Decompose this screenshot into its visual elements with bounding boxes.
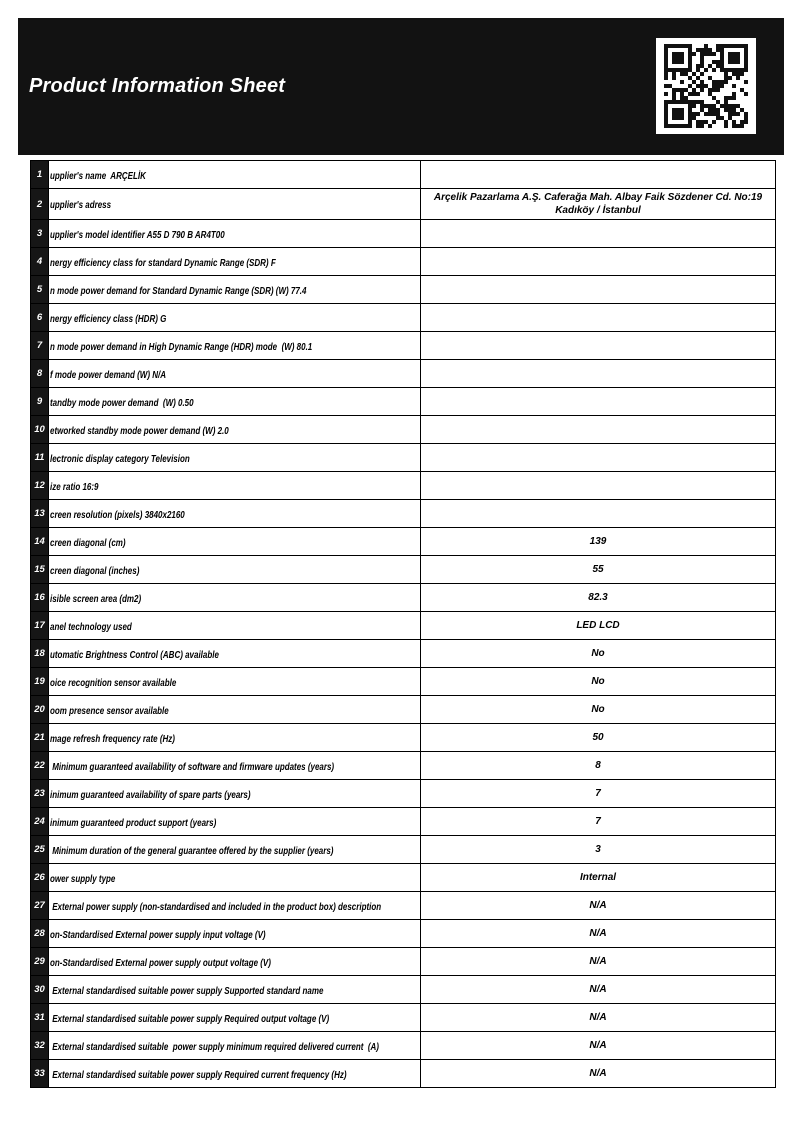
table-row bbox=[31, 304, 776, 332]
row-value: 55 bbox=[421, 556, 776, 584]
row-label-cell bbox=[49, 1032, 421, 1060]
row-label-cell bbox=[49, 472, 421, 500]
row-value: 139 bbox=[421, 528, 776, 556]
row-label: creen diagonal (cm) bbox=[50, 537, 126, 549]
row-label-cell bbox=[49, 1060, 421, 1088]
table-row bbox=[31, 780, 776, 808]
table-row bbox=[31, 808, 776, 836]
row-number: 23 bbox=[31, 780, 49, 808]
row-label: n mode power demand for Standard Dynamic Range (SDR) (W) 77.4 bbox=[50, 285, 307, 297]
table-row bbox=[31, 1004, 776, 1032]
table-row bbox=[31, 444, 776, 472]
row-label: ize ratio 16:9 bbox=[50, 481, 99, 493]
row-number: 12 bbox=[31, 472, 49, 500]
header bbox=[18, 18, 784, 155]
row-label-cell bbox=[49, 528, 421, 556]
row-value: N/A bbox=[421, 976, 776, 1004]
row-value bbox=[421, 472, 776, 500]
row-number: 18 bbox=[31, 640, 49, 668]
row-value: N/A bbox=[421, 1004, 776, 1032]
row-number: 4 bbox=[31, 248, 49, 276]
row-label-cell bbox=[49, 161, 421, 189]
row-label: External power supply (non-standardised and included in the product box) description bbox=[50, 901, 382, 913]
row-value: 3 bbox=[421, 836, 776, 864]
row-label: ower supply type bbox=[50, 873, 116, 885]
row-label-cell bbox=[49, 304, 421, 332]
row-label-cell bbox=[49, 1004, 421, 1032]
table-row bbox=[31, 892, 776, 920]
row-label: etworked standby mode power demand (W) 2.0 bbox=[50, 425, 229, 437]
table-row bbox=[31, 696, 776, 724]
row-value: 7 bbox=[421, 780, 776, 808]
table-row bbox=[31, 220, 776, 248]
row-label-cell bbox=[49, 556, 421, 584]
row-number: 32 bbox=[31, 1032, 49, 1060]
row-value bbox=[421, 304, 776, 332]
row-label-cell bbox=[49, 640, 421, 668]
row-label-cell bbox=[49, 864, 421, 892]
table-row bbox=[31, 724, 776, 752]
row-label-cell bbox=[49, 500, 421, 528]
row-label: creen resolution (pixels) 3840x2160 bbox=[50, 509, 185, 521]
row-label: on-Standardised External power supply output voltage (V) bbox=[50, 957, 271, 969]
qr-code bbox=[656, 38, 756, 134]
row-label-cell bbox=[49, 808, 421, 836]
row-label-cell bbox=[49, 920, 421, 948]
row-label-cell bbox=[49, 388, 421, 416]
table-row bbox=[31, 416, 776, 444]
row-number: 3 bbox=[31, 220, 49, 248]
row-number: 30 bbox=[31, 976, 49, 1004]
row-number: 19 bbox=[31, 668, 49, 696]
row-label-cell bbox=[49, 752, 421, 780]
row-number: 24 bbox=[31, 808, 49, 836]
row-label-cell bbox=[49, 360, 421, 388]
row-label: creen diagonal (inches) bbox=[50, 565, 140, 577]
table-body bbox=[31, 161, 776, 1088]
row-number: 11 bbox=[31, 444, 49, 472]
row-number: 28 bbox=[31, 920, 49, 948]
row-value: N/A bbox=[421, 948, 776, 976]
row-value bbox=[421, 500, 776, 528]
table-row bbox=[31, 388, 776, 416]
row-number: 6 bbox=[31, 304, 49, 332]
row-label: oom presence sensor available bbox=[50, 705, 169, 717]
row-label-cell bbox=[49, 584, 421, 612]
row-value bbox=[421, 248, 776, 276]
product-table bbox=[30, 160, 776, 1088]
table-row bbox=[31, 248, 776, 276]
table-row bbox=[31, 500, 776, 528]
row-number: 8 bbox=[31, 360, 49, 388]
row-label-cell bbox=[49, 332, 421, 360]
row-label: utomatic Brightness Control (ABC) available bbox=[50, 649, 219, 661]
row-label: Minimum duration of the general guarantee offered by the supplier (years) bbox=[50, 845, 334, 857]
row-number: 25 bbox=[31, 836, 49, 864]
row-label-cell bbox=[49, 780, 421, 808]
table-row bbox=[31, 864, 776, 892]
row-label: lectronic display category Television bbox=[50, 453, 190, 465]
row-number: 26 bbox=[31, 864, 49, 892]
row-label: Minimum guaranteed availability of software and firmware updates (years) bbox=[50, 761, 335, 773]
row-number: 15 bbox=[31, 556, 49, 584]
row-label: on-Standardised External power supply input voltage (V) bbox=[50, 929, 266, 941]
table-row bbox=[31, 1032, 776, 1060]
row-value bbox=[421, 360, 776, 388]
row-label-cell bbox=[49, 416, 421, 444]
row-label: oice recognition sensor available bbox=[50, 677, 177, 689]
table-row bbox=[31, 332, 776, 360]
row-label-cell bbox=[49, 444, 421, 472]
table-row bbox=[31, 948, 776, 976]
row-value: N/A bbox=[421, 1032, 776, 1060]
row-number: 33 bbox=[31, 1060, 49, 1088]
row-value: N/A bbox=[421, 920, 776, 948]
table-row bbox=[31, 161, 776, 189]
row-number: 21 bbox=[31, 724, 49, 752]
row-value bbox=[421, 220, 776, 248]
table-row bbox=[31, 612, 776, 640]
row-number: 16 bbox=[31, 584, 49, 612]
table-row bbox=[31, 528, 776, 556]
row-label-cell bbox=[49, 976, 421, 1004]
page-title: Product Information Sheet bbox=[29, 75, 286, 97]
table-row bbox=[31, 1060, 776, 1088]
row-number: 31 bbox=[31, 1004, 49, 1032]
row-number: 1 bbox=[31, 161, 49, 189]
row-label: External standardised suitable power supply Required output voltage (V) bbox=[50, 1013, 330, 1025]
row-number: 14 bbox=[31, 528, 49, 556]
row-value: 8 bbox=[421, 752, 776, 780]
row-label: nergy efficiency class (HDR) G bbox=[50, 313, 167, 325]
row-value: Arçelik Pazarlama A.Ş. Caferağa Mah. Albay Faik Sözdener Cd. No:19 Kadıköy / İstanbul bbox=[421, 189, 776, 220]
row-value: 7 bbox=[421, 808, 776, 836]
table-row bbox=[31, 752, 776, 780]
row-label: External standardised suitable power supply minimum required delivered current (A) bbox=[50, 1041, 379, 1053]
row-value bbox=[421, 444, 776, 472]
row-value bbox=[421, 161, 776, 189]
row-label: External standardised suitable power supply Required current frequency (Hz) bbox=[50, 1069, 347, 1081]
row-value: 50 bbox=[421, 724, 776, 752]
row-number: 17 bbox=[31, 612, 49, 640]
row-number: 5 bbox=[31, 276, 49, 304]
row-value: N/A bbox=[421, 892, 776, 920]
row-label-cell bbox=[49, 668, 421, 696]
row-value bbox=[421, 388, 776, 416]
table-row bbox=[31, 276, 776, 304]
row-label-cell bbox=[49, 189, 421, 220]
row-number: 20 bbox=[31, 696, 49, 724]
table-row bbox=[31, 640, 776, 668]
row-number: 27 bbox=[31, 892, 49, 920]
row-number: 29 bbox=[31, 948, 49, 976]
table-row bbox=[31, 976, 776, 1004]
row-label-cell bbox=[49, 836, 421, 864]
row-label-cell bbox=[49, 220, 421, 248]
row-number: 9 bbox=[31, 388, 49, 416]
row-label-cell bbox=[49, 612, 421, 640]
row-value: 82.3 bbox=[421, 584, 776, 612]
row-label: upplier's adress bbox=[50, 200, 112, 211]
table-row bbox=[31, 472, 776, 500]
table-row bbox=[31, 189, 776, 220]
row-number: 10 bbox=[31, 416, 49, 444]
row-label: tandby mode power demand (W) 0.50 bbox=[50, 397, 194, 409]
row-value: No bbox=[421, 696, 776, 724]
row-label: anel technology used bbox=[50, 621, 132, 633]
row-label: mage refresh frequency rate (Hz) bbox=[50, 733, 175, 745]
row-value: Internal bbox=[421, 864, 776, 892]
table-row bbox=[31, 584, 776, 612]
row-number: 22 bbox=[31, 752, 49, 780]
row-label-cell bbox=[49, 892, 421, 920]
table-row bbox=[31, 556, 776, 584]
row-value bbox=[421, 276, 776, 304]
row-number: 7 bbox=[31, 332, 49, 360]
row-label: isible screen area (dm2) bbox=[50, 593, 142, 605]
row-number: 13 bbox=[31, 500, 49, 528]
row-value: No bbox=[421, 640, 776, 668]
row-label-cell bbox=[49, 276, 421, 304]
row-label: n mode power demand in High Dynamic Range (HDR) mode (W) 80.1 bbox=[50, 341, 313, 353]
row-label-cell bbox=[49, 724, 421, 752]
row-label: inimum guaranteed product support (years) bbox=[50, 817, 217, 829]
row-value: No bbox=[421, 668, 776, 696]
row-label: upplier's model identifier A55 D 790 B AR4T00 bbox=[50, 229, 225, 241]
table-row bbox=[31, 920, 776, 948]
row-label: inimum guaranteed availability of spare parts (years) bbox=[50, 789, 251, 801]
row-value: N/A bbox=[421, 1060, 776, 1088]
row-value: LED LCD bbox=[421, 612, 776, 640]
qr-code-svg bbox=[664, 44, 748, 128]
row-label: upplier's name ARÇELİK bbox=[50, 170, 146, 182]
row-label-cell bbox=[49, 248, 421, 276]
table-row bbox=[31, 668, 776, 696]
table-row bbox=[31, 360, 776, 388]
row-value bbox=[421, 332, 776, 360]
row-label-cell bbox=[49, 948, 421, 976]
row-label-cell bbox=[49, 696, 421, 724]
row-number: 2 bbox=[31, 189, 49, 220]
row-label: External standardised suitable power supply Supported standard name bbox=[50, 985, 324, 997]
row-label: nergy efficiency class for standard Dynamic Range (SDR) F bbox=[50, 257, 276, 269]
row-value bbox=[421, 416, 776, 444]
row-label: f mode power demand (W) N/A bbox=[50, 369, 166, 381]
table-row bbox=[31, 836, 776, 864]
